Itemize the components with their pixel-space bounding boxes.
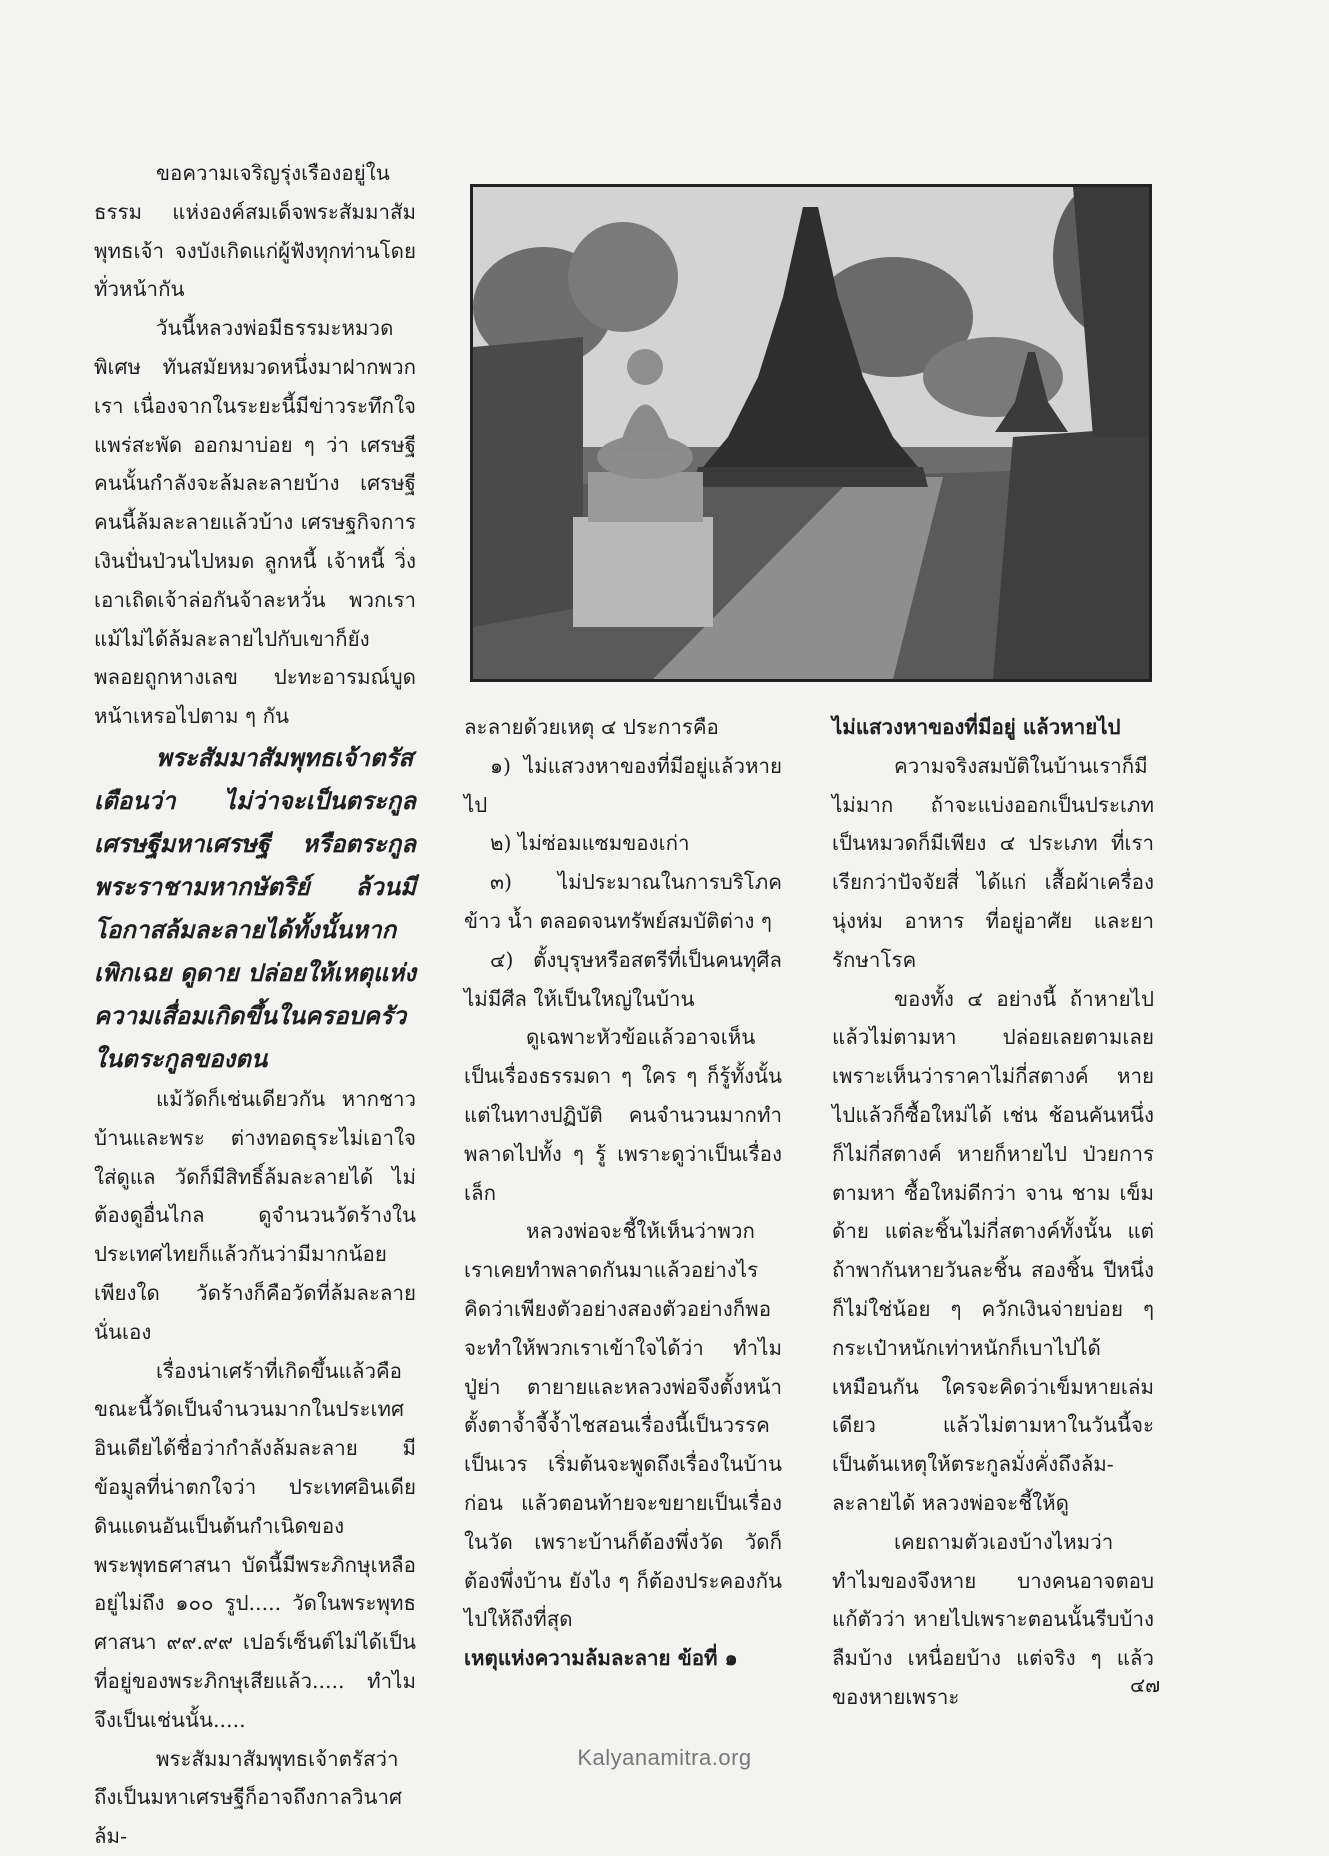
paragraph-buddha-said: พระสัมมาสัมพุทธเจ้าตรัสว่าถึงเป็นมหาเศรษฐีก็อาจถึงกาลวินาศล้ม- bbox=[94, 1746, 403, 1849]
watermark: Kalyanamitra.org bbox=[577, 1745, 752, 1770]
paragraph-four-requisites: ความจริงสมบัติในบ้านเราก็มีไม่มาก ถ้าจะแบ่งออกเป็นประเภท เป็นหมวดก็มีเพียง ๔ ประเภท ที่เราเรียกว่าปัจจัยสี่ ได้แก่ เสื้อผ้าเครื่องนุ่งห่ม อาหาร ที่อยู่อาศัย และยารักษาโรค bbox=[832, 753, 1154, 972]
stupa-ruins-icon bbox=[473, 187, 1149, 679]
paragraph-why-lost: เคยถามตัวเองบ้างไหมว่า ทำไมของจึงหาย บางคนอาจตอบแก้ตัวว่า หายไปเพราะตอนนั้นรีบบ้าง ลืมบ้าง เหนื่อยบ้าง แต่จริง ๆ แล้วของหายเพราะ bbox=[832, 1529, 1154, 1709]
paragraph-india: เรื่องน่าเศร้าที่เกิดขึ้นแล้วคือ ขณะนี้วัดเป็นจำนวนมากในประเทศอินเดียได้ชื่อว่ากำลังล้มละลาย มีข้อมูลที่น่าตกใจว่า ประเทศอินเดีย ดินแดนอันเป็นต้นกำเนิดของพระพุทธศาสนา บัดนี้มีพระภิกษุเหลืออยู่ไม่ถึง ๑๐๐ รูป..... วัดในพระพุทธศาสนา ๙๙.๙๙ เปอร์เซ็นต์ไม่ได้เป็นที่อยู่ของพระภิกษุเสียแล้ว..... ทำไมจึงเป็นเช่นนั้น..... bbox=[94, 1358, 416, 1732]
paragraph-lost-items: ของทั้ง ๔ อย่างนี้ ถ้าหายไปแล้วไม่ตามหา ปล่อยเลยตามเลย เพราะเห็นว่าราคาไม่กี่สตางค์ หายไปแล้วก็ซื้อใหม่ได้ เช่น ช้อนคันหนึ่งก็ไม่กี่สตางค์ หายก็หายไป ป่วยการตามหา ซื้อใหม่ดีกว่า จาน ชาม เข็ม ด้าย แต่ละชิ้นไม่กี่สตางค์ทั้งนั้น แต่ถ้าพากันหายวันละชิ้น สองชิ้น ปีหนึ่งก็ไม่ใช่น้อย ๆ ควักเงินจ่ายบ่อย ๆ กระเป๋าหนักเท่าหนักก็เบาไปได้เหมือนกัน ใครจะคิดว่าเข็มหายเล่มเดียว แล้วไม่ตามหาในวันนี้จะเป็นต้นเหตุให้ตระกูลมั่งคั่งถึงล้ม-ละลายได้ หลวงพ่อจะชี้ให้ดู bbox=[832, 986, 1154, 1515]
list-item-3: ๓) ไม่ประมาณในการบริโภค ข้าว น้ำ ตลอดจนทรัพย์สมบัติต่าง ๆ bbox=[464, 870, 782, 933]
paragraph-greeting: ขอความเจริญรุ่งเรืองอยู่ในธรรม แห่งองค์สมเด็จพระสัมมาสัมพุทธเจ้า จงบังเกิดแก่ผู้ฟังทุกท่านโดยทั่วหน้ากัน bbox=[94, 161, 416, 302]
list-intro: ละลายด้วยเหตุ ๔ ประการคือ bbox=[464, 715, 719, 739]
paragraph-temples: แม้วัดก็เช่นเดียวกัน หากชาวบ้านและพระ ต่างทอดธุระไม่เอาใจใส่ดูแล วัดก็มีสิทธิ์ล้มละลายได้ ไม่ต้องดูอื่นไกล ดูจำนวนวัดร้างในประเทศไทยก็แล้วกันว่ามีมากน้อยเพียงใด วัดร้างก็คือวัดที่ล้มละลายนั่นเอง bbox=[94, 1086, 416, 1344]
section-subheading: ไม่แสวงหาของที่มีอยู่ แล้วหายไป bbox=[832, 715, 1121, 739]
paragraph-intro: วันนี้หลวงพ่อมีธรรมะหมวดพิเศษ ทันสมัยหมวดหนึ่งมาฝากพวกเรา เนื่องจากในระยะนี้มีข่าวระทึกใจแพร่สะพัด ออกมาบ่อย ๆ ว่า เศรษฐีคนนั้นกำลังจะล้มละลายบ้าง เศรษฐีคนนี้ล้มละลายแล้วบ้าง เศรษฐกิจการเงินปั่นป่วนไปหมด ลูกหนี้ เจ้าหนี้ วิ่งเอาเถิดเจ้าล่อกันจ้าละหวั่น พวกเราแม้ไม่ได้ล้มละลายไปกับเขาก็ยังพลอยถูกหางเลข ปะทะอารมณ์บูดหน้าเหรอไปตาม ๆ กัน bbox=[94, 316, 416, 729]
list-item-1: ๑) ไม่แสวงหาของที่มีอยู่แล้วหายไป bbox=[464, 753, 782, 817]
list-item-4: ๔) ตั้งบุรุษหรือสตรีที่เป็นคนทุศีล ไม่มีศีล ให้เป็นใหญ่ในบ้าน bbox=[464, 947, 782, 1011]
pull-quote: พระสัมมาสัมพุทธเจ้าตรัสเตือนว่า ไม่ว่าจะเป็นตระกูลเศรษฐีมหาเศรษฐี หรือตระกูลพระราชามหากษัตริย์ ล้วนมีโอกาสล้มละลายได้ทั้งนั้นหากเพิกเฉย ดูดาย ปล่อยให้เหตุแห่งความเสื่อมเกิดขึ้นในครอบครัว ในตระกูลของตน bbox=[94, 742, 416, 1073]
text-column-right bbox=[832, 708, 1154, 1717]
list-item-2: ๒) ไม่ซ่อมแซมของเก่า bbox=[490, 831, 690, 856]
text-column-middle bbox=[464, 708, 782, 1678]
section-heading-cause-1: เหตุแห่งความล้มละลาย ข้อที่ ๑ bbox=[464, 1646, 738, 1671]
paragraph-headings: ดูเฉพาะหัวข้อแล้วอาจเห็นเป็นเรื่องธรรมดา ๆ ใคร ๆ ก็รู้ทั้งนั้น แต่ในทางปฏิบัติ คนจำนวนมากทำพลาดไปทั้ง ๆ รู้ เพราะดูว่าเป็นเรื่องเล็ก bbox=[464, 1025, 782, 1205]
text-column-left bbox=[94, 154, 416, 1856]
temple-ruins-photo bbox=[470, 184, 1152, 682]
paragraph-examples: หลวงพ่อจะชี้ให้เห็นว่าพวกเราเคยทำพลาดกันมาแล้วอย่างไร คิดว่าเพียงตัวอย่างสองตัวอย่างก็พอจะทำให้พวกเราเข้าใจได้ว่า ทำไมปู่ย่า ตายายและหลวงพ่อจึงตั้งหน้าตั้งตาจ้ำจี้จ้ำไชสอนเรื่องนี้เป็นวรรคเป็นเวร เริ่มต้นจะพูดถึงเรื่องในบ้านก่อน แล้วตอนท้ายจะขยายเป็นเรื่องในวัด เพราะบ้านก็ต้องพึ่งวัด วัดก็ต้องพึ่งบ้าน ยังไง ๆ ก็ต้องประคองกันไปให้ถึงที่สุด bbox=[464, 1219, 782, 1632]
page-number: ๔๗ bbox=[1130, 1673, 1161, 1697]
